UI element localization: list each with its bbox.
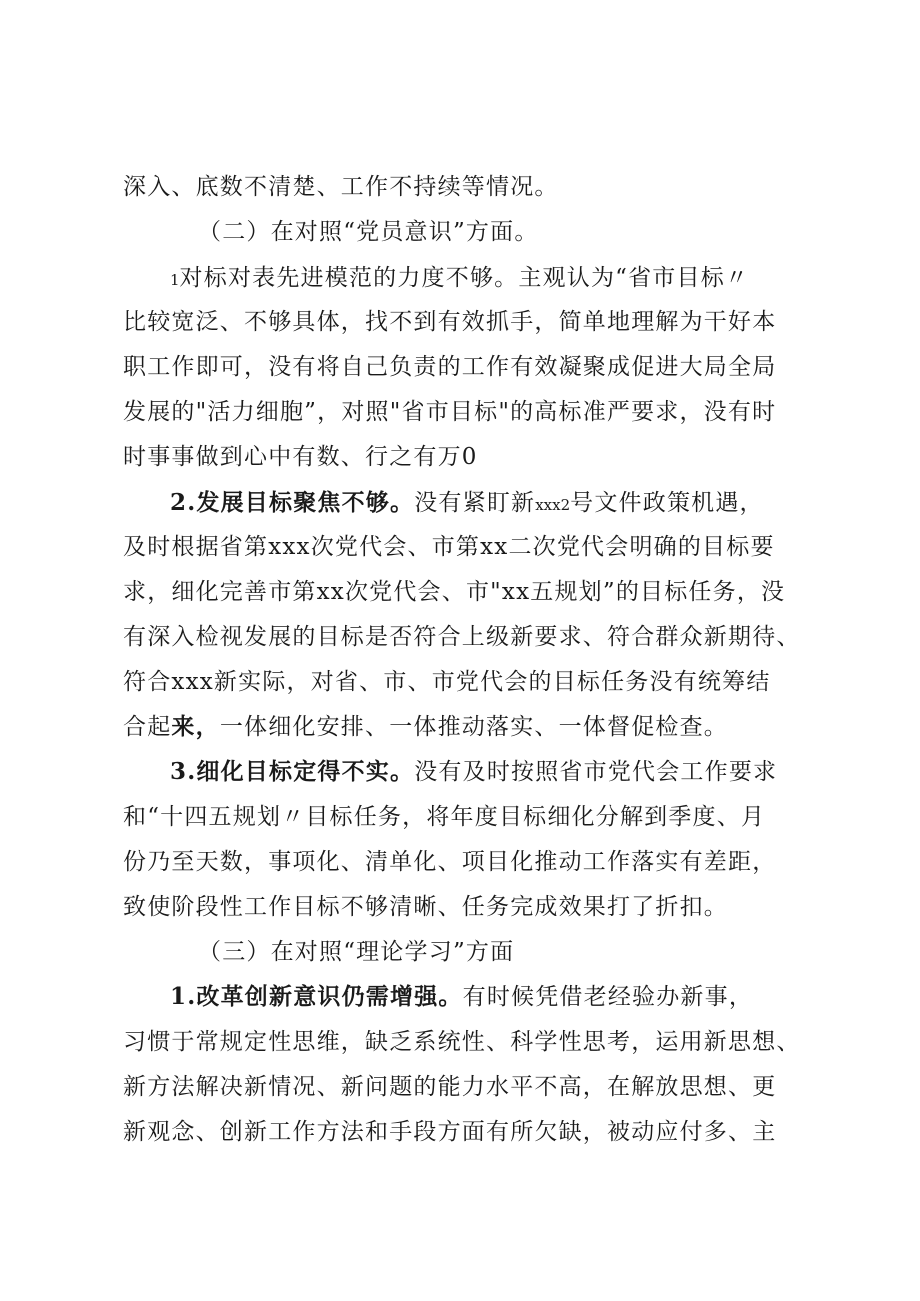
item-text: 合起 xyxy=(123,714,172,740)
paragraph-line xyxy=(170,487,764,521)
item-number: 1 xyxy=(170,271,180,289)
item-text-bold: 来， xyxy=(171,713,220,740)
paragraph-line: 时事事做到心中有数、行之有万0 xyxy=(123,444,478,470)
paragraph-line: 新观念、创新工作方法和手段方面有所欠缺，被动应付多、主 xyxy=(123,1119,777,1145)
item-heading: 2.发展目标聚焦不够。 xyxy=(170,489,415,516)
item-text: 一体细化安排、一体推动落实、一体督促检查。 xyxy=(219,714,729,740)
paragraph-line: 习惯于常规定性思维，缺乏系统性、科学性思考，运用新思想、 xyxy=(123,1029,801,1055)
paragraph-line: 及时根据省第xxx次党代会、市第xx二次党代会明确的目标要 xyxy=(123,534,775,560)
paragraph-line xyxy=(170,981,753,1013)
paragraph-line xyxy=(170,262,749,296)
paragraph-line: 有深入检视发展的目标是否符合上级新要求、符合群众新期待、 xyxy=(123,624,801,650)
paragraph-line: 新方法解决新情况、新问题的能力水平不高，在解放思想、更 xyxy=(123,1074,777,1100)
item-code: xxx2 xyxy=(535,496,571,514)
item-text: 没有及时按照省市党代会工作要求 xyxy=(414,759,778,785)
paragraph-line: 求，细化完善市第xx次党代会、市"xx五规划”的目标任务，没 xyxy=(123,579,786,605)
paragraph-line xyxy=(170,756,777,788)
section-heading-party-awareness: （二）在对照“党员意识”方面。 xyxy=(198,219,539,245)
item-text: 有时候凭借老经验办新事， xyxy=(462,984,754,1010)
paragraph-line: 发展的"活力细胞”，对照"省市目标"的高标准严要求，没有时 xyxy=(123,399,777,425)
paragraph-line xyxy=(123,711,728,743)
paragraph-line: 致使阶段性工作目标不够清晰、任务完成效果打了折扣。 xyxy=(123,894,728,920)
item-heading: 1.改革创新意识仍需增强。 xyxy=(170,983,463,1010)
item-text: 号文件政策机遇， xyxy=(570,490,764,516)
paragraph-line: 职工作即可，没有将自己负责的工作有效凝聚成促进大局全局 xyxy=(123,354,777,380)
item-text: 对标对表先进模范的力度不够。主观认为“省市目标〃 xyxy=(179,265,750,291)
paragraph-line: 比较宽泛、不够具体，找不到有效抓手，简单地理解为干好本 xyxy=(123,309,777,335)
item-text: 没有紧盯新 xyxy=(414,490,536,516)
paragraph-line: 份乃至天数，事项化、清单化、项目化推动工作落实有差距， xyxy=(123,849,777,875)
paragraph-line: 符合xxx新实际，对省、市、市党代会的目标任务没有统筹结 xyxy=(123,669,771,695)
section-heading-theory-study: （三）在对照“理论学习”方面 xyxy=(198,939,515,965)
item-heading: 3.细化目标定得不实。 xyxy=(170,758,415,785)
paragraph-line: 和“十四五规划〃目标任务，将年度目标细化分解到季度、月 xyxy=(123,804,766,830)
paragraph-line: 深入、底数不清楚、工作不持续等情况。 xyxy=(123,174,559,200)
